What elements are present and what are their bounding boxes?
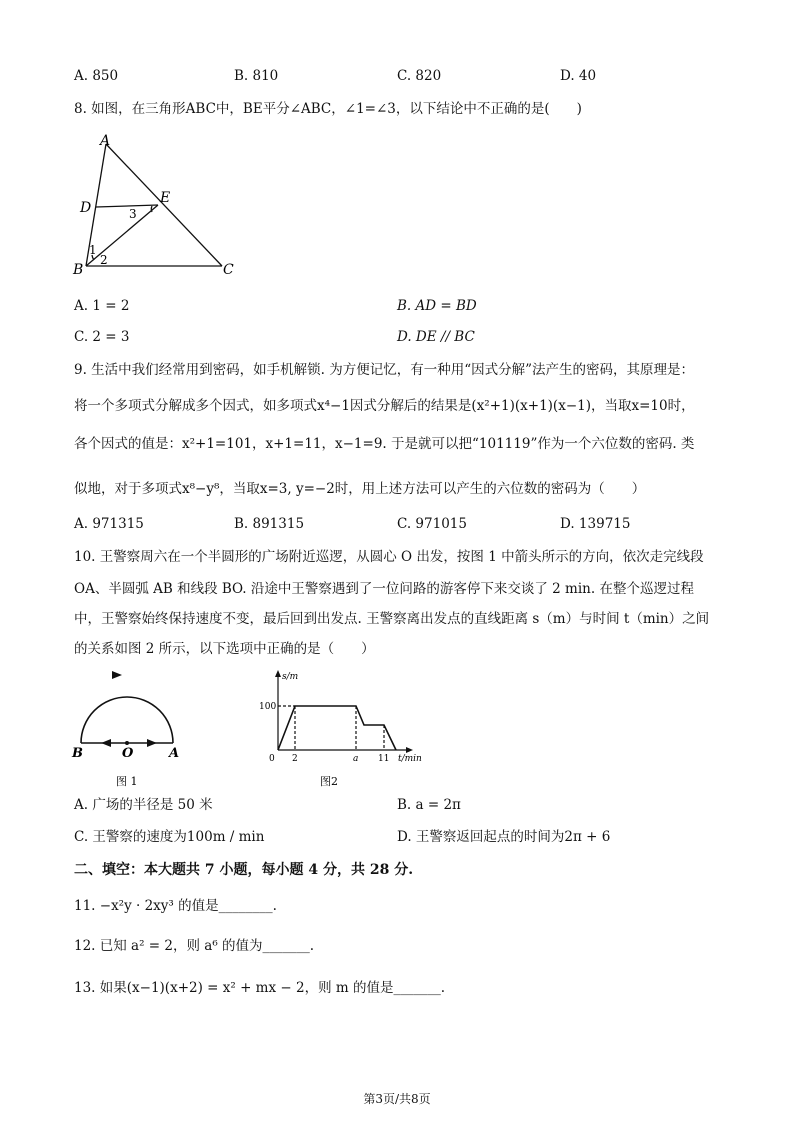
fig2-origin: 0 (269, 754, 275, 764)
fig2-tick-2: 2 (292, 754, 298, 764)
q8-option-b: B. AD = BD (397, 298, 477, 314)
q9-line3: 各个因式的值是：x²+1=101，x+1=11，x−1=9. 于是就可以把“101119”作为一个六位数的密码. 类 (74, 436, 695, 452)
segment-de (96, 205, 158, 207)
y-arrow (275, 670, 281, 677)
q9-option-b: B. 891315 (234, 516, 305, 532)
segment-be (86, 205, 158, 266)
q7-option-d: D. 40 (560, 68, 597, 84)
arc-arrow (112, 671, 122, 679)
q10-figure1-semicircle (66, 665, 196, 790)
q13: 13. 如果(x−1)(x+2) = x² + mx − 2，则 m 的值是_______. (74, 980, 445, 996)
point-e-label: E (160, 190, 171, 206)
q11: 11. −x²y · 2xy³ 的值是________. (74, 898, 277, 914)
x-arrow (406, 747, 413, 753)
section2-heading: 二、填空：本大题共 7 小题，每小题 4 分，共 28 分. (74, 862, 414, 878)
fig1-label-a: A (169, 746, 180, 761)
q7-option-b: B. 810 (234, 68, 279, 84)
q7-option-a: A. 850 (74, 68, 119, 84)
q10-line4: 的关系如图 2 所示，以下选项中正确的是（ ） (74, 641, 375, 657)
point-d-label: D (80, 200, 92, 216)
page-footer: 第3页/共8页 (363, 1092, 431, 1106)
q10-option-b: B. a = 2π (397, 797, 461, 813)
q8-option-a: A. 1 = 2 (74, 298, 130, 314)
fig2-ylabel: s/m (282, 672, 299, 682)
point-b-label: B (73, 262, 84, 278)
q10-line3: 中，王警察始终保持速度不变，最后回到出发点. 王警察离出发点的直线距离 s（m）与时间 t（min）之间 (74, 611, 710, 627)
semicircle-arc (81, 697, 173, 743)
q9-line1: 9. 生活中我们经常用到密码，如手机解锁. 为方便记忆，有一种用“因式分解”法产生的密码，其原理是： (74, 362, 695, 378)
q12: 12. 已知 a² = 2，则 a⁶ 的值为_______. (74, 938, 315, 954)
q7-option-c: C. 820 (397, 68, 442, 84)
graph-line (278, 706, 396, 750)
center-point (125, 741, 129, 745)
fig2-tick-11: 11 (378, 754, 390, 764)
angle3-label: 3 (129, 207, 137, 221)
fig1-label-o: O (122, 746, 134, 761)
q10-line2: OA、半圆弧 AB 和线段 BO. 沿途中王警察遇到了一位问路的游客停下来交谈了 2 min. 在整个巡逻过程 (74, 581, 694, 597)
q8-option-c: C. 2 = 3 (74, 329, 130, 345)
q9-option-d: D. 139715 (560, 516, 631, 532)
q9-line2: 将一个多项式分解成多个因式，如多项式x⁴−1因式分解后的结果是(x²+1)(x+1)(x−1)，当取x=10时， (74, 398, 695, 414)
bo-arrow (101, 739, 111, 747)
q9-line4: 似地，对于多项式x⁸−y⁸，当取x=3, y=−2时，用上述方法可以产生的六位数的密码为（ ） (74, 481, 646, 497)
q10-option-a: A. 广场的半径是 50 米 (74, 797, 213, 813)
q10-figure2-graph (258, 668, 428, 793)
q10-option-d: D. 王警察返回起点的时间为2π + 6 (397, 829, 611, 845)
fig2-tick-100: 100 (259, 702, 277, 712)
angle2-label: 2 (100, 253, 108, 267)
fig2-caption: 图2 (320, 775, 338, 788)
angle3-arc (151, 206, 152, 212)
q9-option-c: C. 971015 (397, 516, 467, 532)
fig1-label-b: B (72, 746, 83, 761)
q10-option-c: C. 王警察的速度为100m / min (74, 829, 265, 845)
fig2-tick-a: a (353, 754, 359, 764)
point-c-label: C (223, 262, 234, 278)
fig1-caption: 图 1 (116, 775, 138, 788)
q8-option-d: D. DE // BC (397, 329, 475, 345)
fig2-xlabel: t/min (398, 754, 422, 764)
angle1-label: 1 (89, 243, 97, 257)
point-a-label: A (100, 133, 111, 149)
q9-option-a: A. 971315 (74, 516, 144, 532)
q10-line1: 10. 王警察周六在一个半圆形的广场附近巡逻，从圆心 O 出发，按图 1 中箭头所示的方向，依次走完线段 (74, 549, 704, 565)
oa-arrow (147, 739, 157, 747)
q8-triangle-figure (70, 130, 250, 280)
q8-stem: 8. 如图，在三角形ABC中，BE平分∠ABC，∠1=∠3，以下结论中不正确的是( ) (74, 101, 582, 117)
